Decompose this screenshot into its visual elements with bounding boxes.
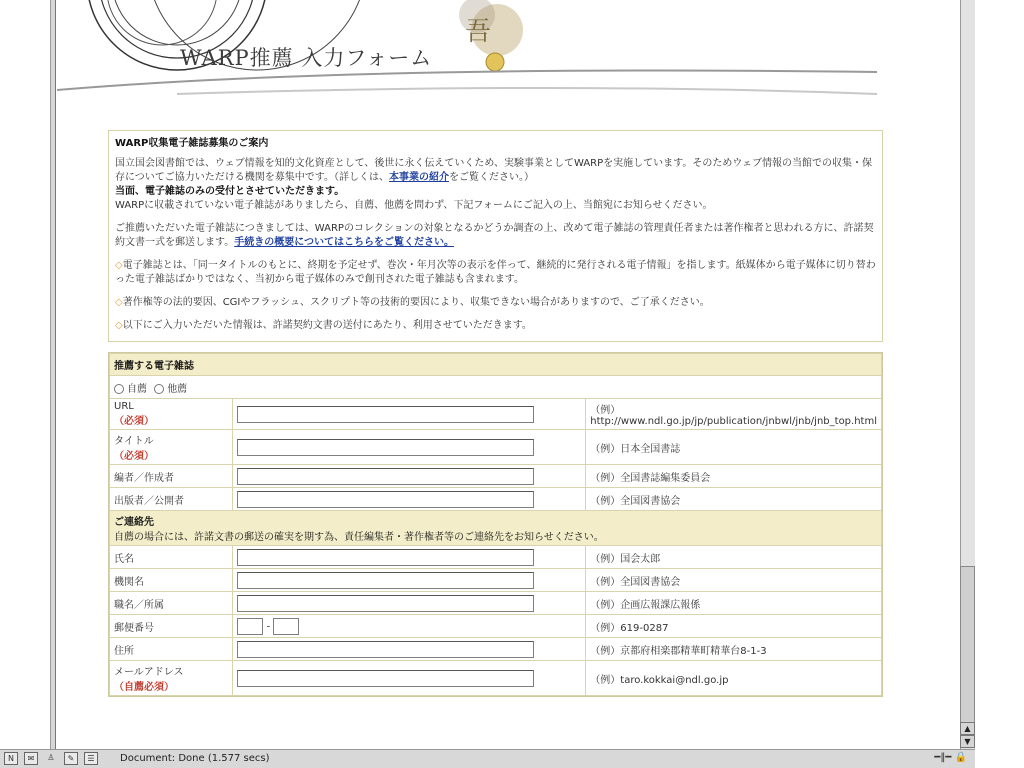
table-row: メールアドレス （自薦必須） （例）taro.kokkai@ndl.go.jp (110, 661, 882, 696)
example-text: （例）日本全国書誌 (586, 430, 882, 465)
navigator-icon[interactable]: N (4, 752, 18, 765)
required-mark: （必須） (114, 416, 154, 427)
intro-paragraph-3: ◇電子雑誌とは、「同一タイトルのもとに、終期を予定せず、巻次・年月次等の表示を伴って、継続的に発行される電子情報」を指します。紙媒体から電子媒体に切り替わった電子雑誌ばかりではなく、当初から電子媒体のみで創刊された電子雑誌も含まれます。 (115, 260, 876, 285)
intro-paragraph-5: ◇以下にご入力いただいた情報は、許諾契約文書の送付にあたり、利用させていただきます。 (115, 320, 532, 331)
security-lock-icon[interactable]: ━‖━ 🔒 (934, 752, 967, 763)
scroll-down-arrow-icon[interactable]: ▼ (960, 735, 975, 748)
example-text: （例）京都府相楽郡精華町精華台8-1-3 (586, 638, 882, 661)
example-text: （例）taro.kokkai@ndl.go.jp (586, 661, 882, 696)
table-row: 郵便番号 - （例）619-0287 (110, 615, 882, 638)
table-row: 氏名 （例）国会太郎 (110, 546, 882, 569)
radio-other[interactable] (154, 384, 164, 394)
diamond-icon: ◇ (115, 320, 123, 331)
example-text: （例）619-0287 (586, 615, 882, 638)
organization-input[interactable] (237, 572, 534, 589)
table-row: 機関名 （例）全国図書協会 (110, 569, 882, 592)
user-icon[interactable]: ♙ (47, 753, 55, 762)
zip-input-2[interactable] (273, 618, 299, 635)
table-row: 出版者／公開者 （例）全国図書協会 (110, 488, 882, 511)
scroll-up-arrow-icon[interactable]: ▲ (960, 722, 975, 735)
title-input[interactable] (237, 439, 534, 456)
required-mark: （必須） (114, 451, 154, 462)
intro-link-procedure[interactable]: 手続きの概要についてはこちらをご覧ください。 (234, 237, 455, 248)
diamond-icon: ◇ (115, 297, 123, 308)
table-row: 住所 （例）京都府相楽郡精華町精華台8-1-3 (110, 638, 882, 661)
banner (57, 0, 960, 100)
intro-notice: 当面、電子雑誌のみの受付とさせていただきます。 (115, 186, 345, 197)
composer-icon[interactable]: ✎ (64, 752, 78, 765)
table-row: 職名／所属 （例）企画広報課広報係 (110, 592, 882, 615)
svg-text:吾: 吾 (465, 17, 492, 47)
recommend-form (108, 352, 883, 697)
intro-box (108, 130, 883, 342)
email-input[interactable] (237, 670, 534, 687)
intro-paragraph-2: ご推薦いただいた電子雑誌につきましては、WARPのコレクションの対象となるかどうか調査の上、改めて電子雑誌の管理責任者または著作権者と思われる方に、許諾契約文書一式を郵送します。手続きの概要についてはこちらをご覧ください。 (115, 223, 874, 248)
status-text: Document: Done (1.577 secs) (120, 753, 270, 764)
example-text: （例）国会太郎 (586, 546, 882, 569)
intro-paragraph-4: ◇著作権等の法的要因、CGIやフラッシュ、スクリプト等の技術的要因により、収集できない場合がありますので、ご了承ください。 (115, 297, 710, 308)
diamond-icon: ◇ (115, 260, 123, 271)
required-mark: （自薦必須） (114, 682, 174, 693)
table-row: 編者／作成者 （例）全国書誌編集委員会 (110, 465, 882, 488)
left-frame (0, 0, 56, 750)
intro-paragraph-1: 国立国会図書館では、ウェブ情報を知的文化資産として、後世に永く伝えていくため、実験事業としてWARPを実施しています。そのためウェブ情報の当館での収集・保存についてご協力いただける機関を募集中です。（詳しくは、本事業の紹介をご覧ください。） 当面、電子雑誌のみの受付とさせていただきます。 WARPに収載されていない電子雑誌がありましたら、自薦、他薦を問わず、下記フォームにご記入の上、当館宛にお知らせください。 (115, 158, 872, 211)
main-content (108, 130, 883, 697)
intro-link-project[interactable]: 本事業の紹介 (389, 172, 449, 183)
status-bar (0, 749, 975, 768)
right-gutter (975, 0, 1024, 768)
example-text: （例）企画広報課広報係 (586, 592, 882, 615)
table-row: タイトル （必須） （例）日本全国書誌 (110, 430, 882, 465)
example-text: （例）全国書誌編集委員会 (586, 465, 882, 488)
page-viewport (57, 0, 960, 750)
mail-icon[interactable]: ✉ (24, 752, 38, 765)
section-heading-journal: 推薦する電子雑誌 (110, 354, 882, 376)
section-heading-contact: ご連絡先 自薦の場合には、許諾文書の郵送の確実を期す為、責任編集者・著作権者等のご連絡先をお知らせください。 (110, 511, 882, 546)
zip-input-1[interactable] (237, 618, 263, 635)
intro-heading: WARP収集電子雑誌募集のご案内 (115, 138, 269, 149)
addressbook-icon[interactable]: ☰ (84, 752, 98, 765)
radio-self[interactable] (114, 384, 124, 394)
scrollbar-thumb[interactable] (960, 566, 975, 724)
example-text: （例）全国図書協会 (586, 488, 882, 511)
table-row: URL （必須） （例）http://www.ndl.go.jp/jp/publication/jnbwl/jnb/jnb_top.html (110, 399, 882, 430)
address-input[interactable] (237, 641, 534, 658)
page-title: WARP推薦 入力フォーム (180, 46, 433, 70)
example-text: （例）http://www.ndl.go.jp/jp/publication/jnbwl/jnb/jnb_top.html (586, 399, 882, 430)
example-text: （例）全国図書協会 (586, 569, 882, 592)
radio-row: 自薦 他薦 (110, 376, 882, 399)
editor-input[interactable] (237, 468, 534, 485)
url-input[interactable] (237, 406, 534, 423)
form-table (109, 353, 882, 696)
contact-note: 自薦の場合には、許諾文書の郵送の確実を期す為、責任編集者・著作権者等のご連絡先をお知らせください。 (114, 532, 604, 543)
position-input[interactable] (237, 595, 534, 612)
name-input[interactable] (237, 549, 534, 566)
publisher-input[interactable] (237, 491, 534, 508)
